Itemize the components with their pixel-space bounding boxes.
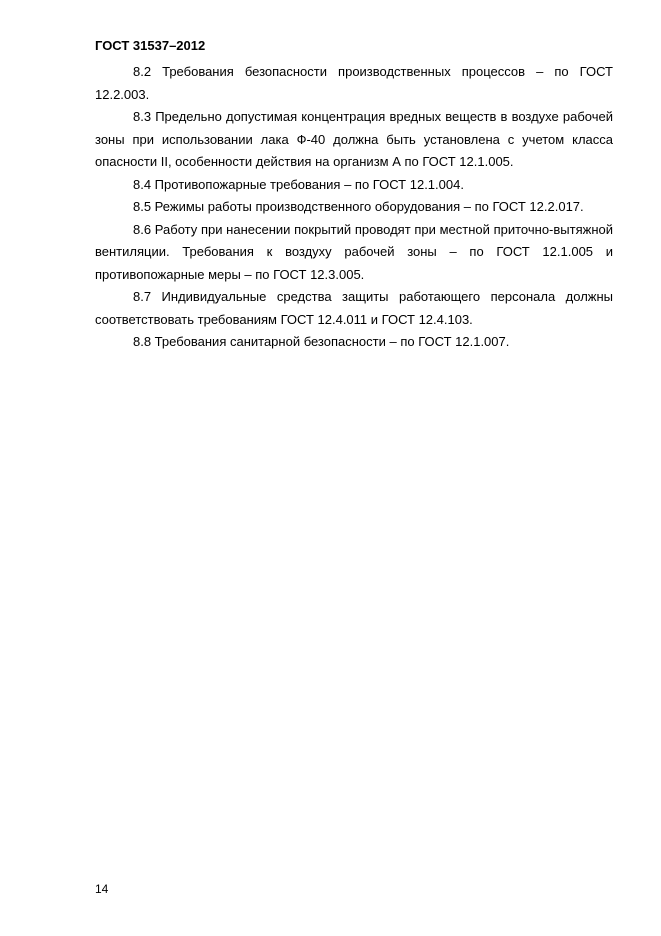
paragraph-8-7: 8.7 Индивидуальные средства защиты работающего персонала должны соответствовать требованиям ГОСТ 12.4.011 и ГОСТ 12.4.103. bbox=[95, 289, 613, 327]
paragraph-8-4: 8.4 Противопожарные требования – по ГОСТ 12.1.004. bbox=[133, 176, 464, 192]
paragraph-8-6: 8.6 Работу при нанесении покрытий проводят при местной приточно-вытяжной вентиляции. Требования к воздуху рабочей зоны – по ГОСТ 12.1.005 и противопожарные меры – по ГОСТ 12.3.005. bbox=[95, 221, 613, 282]
page-number: 14 bbox=[95, 882, 109, 896]
paragraph-8-2: 8.2 Требования безопасности производственных процессов – по ГОСТ 12.2.003. bbox=[95, 64, 613, 102]
paragraph-8-8: 8.8 Требования санитарной безопасности – по ГОСТ 12.1.007. bbox=[133, 334, 510, 349]
paragraph-8-5: 8.5 Режимы работы производственного оборудования – по ГОСТ 12.2.017. bbox=[133, 199, 584, 214]
document-header: ГОСТ 31537–2012 bbox=[95, 38, 206, 53]
paragraph-8-3: 8.3 Предельно допустимая концентрация вредных веществ в воздухе рабочей зоны при использовании лака Ф-40 должна быть установлена с учетом класса опасности II, особенности действия на организм А по ГОСТ 12.1.005. bbox=[95, 109, 613, 169]
document-body bbox=[95, 61, 613, 354]
